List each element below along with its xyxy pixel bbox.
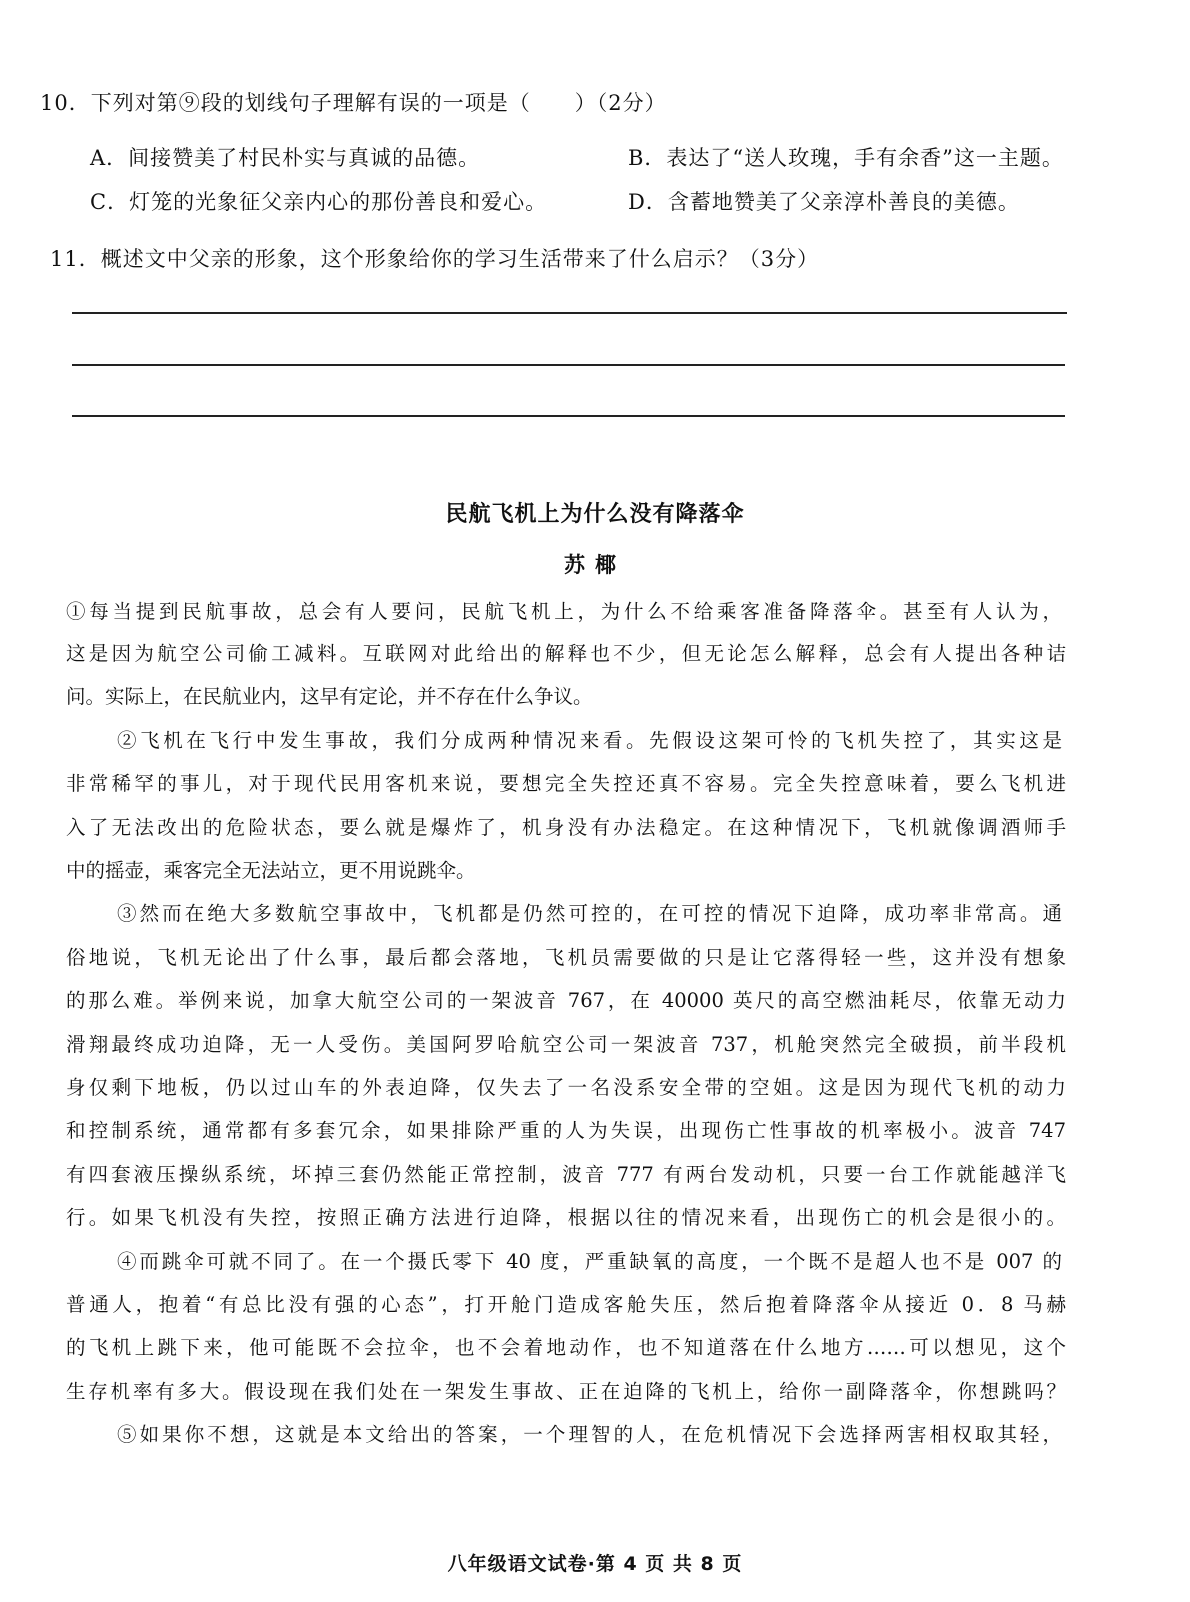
question-10-stem: 10．下列对第⑨段的划线句子理解有误的一项是（ ）（2分） xyxy=(40,91,667,115)
question-10-option-a[interactable]: A．间接赞美了村民朴实与真诚的品德。 xyxy=(90,146,481,170)
article-line: 俗地说，飞机无论出了什么事，最后都会落地，飞机员需要做的只是让它落得轻一些，这并没有想象 xyxy=(66,946,1066,969)
article-line: ①每当提到民航事故，总会有人要问，民航飞机上，为什么不给乘客准备降落伞。甚至有人认为， xyxy=(66,600,1062,623)
article-line: 行。如果飞机没有失控，按照正确方法进行迫降，根据以往的情况来看，出现伤亡的机会是很小的。 xyxy=(66,1206,1066,1229)
article-line: 非常稀罕的事儿，对于现代民用客机来说，要想完全失控还真不容易。完全失控意味着，要么飞机进 xyxy=(66,772,1066,795)
article-line: 问。实际上，在民航业内，这早有定论，并不存在什么争议。 xyxy=(66,685,593,708)
article-line: 这是因为航空公司偷工减料。互联网对此给出的解释也不少，但无论怎么解释，总会有人提出各种诘 xyxy=(66,642,1066,665)
answer-line[interactable] xyxy=(72,312,1067,314)
article-line: 滑翔最终成功迫降，无一人受伤。美国阿罗哈航空公司一架波音 737，机舱突然完全破损，前半段机 xyxy=(66,1033,1066,1056)
article-line: ②飞机在飞行中发生事故，我们分成两种情况来看。先假设这架可怜的飞机失控了，其实这是 xyxy=(117,729,1062,752)
question-11-stem: 11．概述文中父亲的形象，这个形象给你的学习生活带来了什么启示？（3分） xyxy=(50,247,820,271)
article-line: 入了无法改出的危险状态，要么就是爆炸了，机身没有办法稳定。在这种情况下，飞机就像调酒师手 xyxy=(66,816,1066,839)
page-footer: 八年级语文试卷·第 4 页 共 8 页 xyxy=(447,1553,743,1575)
article-line: 生存机率有多大。假设现在我们处在一架发生事故、正在迫降的飞机上，给你一副降落伞，你想跳吗？ xyxy=(66,1380,1066,1403)
article-line: ③然而在绝大多数航空事故中，飞机都是仍然可控的，在可控的情况下迫降，成功率非常高。通 xyxy=(117,902,1062,925)
article-line: 有四套液压操纵系统，坏掉三套仍然能正常控制，波音 777 有两台发动机，只要一台工作就能越洋飞 xyxy=(66,1163,1066,1186)
article-title: 民航飞机上为什么没有降落伞 xyxy=(445,502,745,527)
article-author: 苏椰 xyxy=(564,553,626,577)
article-line: 和控制系统，通常都有多套冗余，如果排除严重的人为失误，出现伤亡性事故的机率极小。波音 747 xyxy=(66,1119,1066,1142)
question-10-option-c[interactable]: C．灯笼的光象征父亲内心的那份善良和爱心。 xyxy=(90,190,548,214)
article-line: 的那么难。举例来说，加拿大航空公司的一架波音 767，在 40000 英尺的高空燃油耗尽，依靠无动力 xyxy=(66,989,1066,1012)
question-10-option-d[interactable]: D．含蓄地赞美了父亲淳朴善良的美德。 xyxy=(628,190,1020,214)
answer-line[interactable] xyxy=(72,364,1065,366)
question-10-option-b[interactable]: B．表达了“送人玫瑰，手有余香”这一主题。 xyxy=(628,146,1064,170)
article-line: 身仅剩下地板，仍以过山车的外表迫降，仅失去了一名没系安全带的空姐。这是因为现代飞机的动力 xyxy=(66,1076,1066,1099)
article-line: 中的摇壶，乘客完全无法站立，更不用说跳伞。 xyxy=(66,859,476,882)
article-line: ⑤如果你不想，这就是本文给出的答案，一个理智的人，在危机情况下会选择两害相权取其轻， xyxy=(117,1423,1062,1446)
article-line: ④而跳伞可就不同了。在一个摄氏零下 40 度，严重缺氧的高度，一个既不是超人也不是 007 的 xyxy=(117,1250,1062,1273)
article-line: 普通人，抱着“有总比没有强的心态”，打开舱门造成客舱失压，然后抱着降落伞从接近 0．8 马赫 xyxy=(66,1293,1066,1316)
article-line: 的飞机上跳下来，他可能既不会拉伞，也不会着地动作，也不知道落在什么地方……可以想见，这个 xyxy=(66,1336,1066,1359)
answer-line[interactable] xyxy=(72,415,1065,417)
